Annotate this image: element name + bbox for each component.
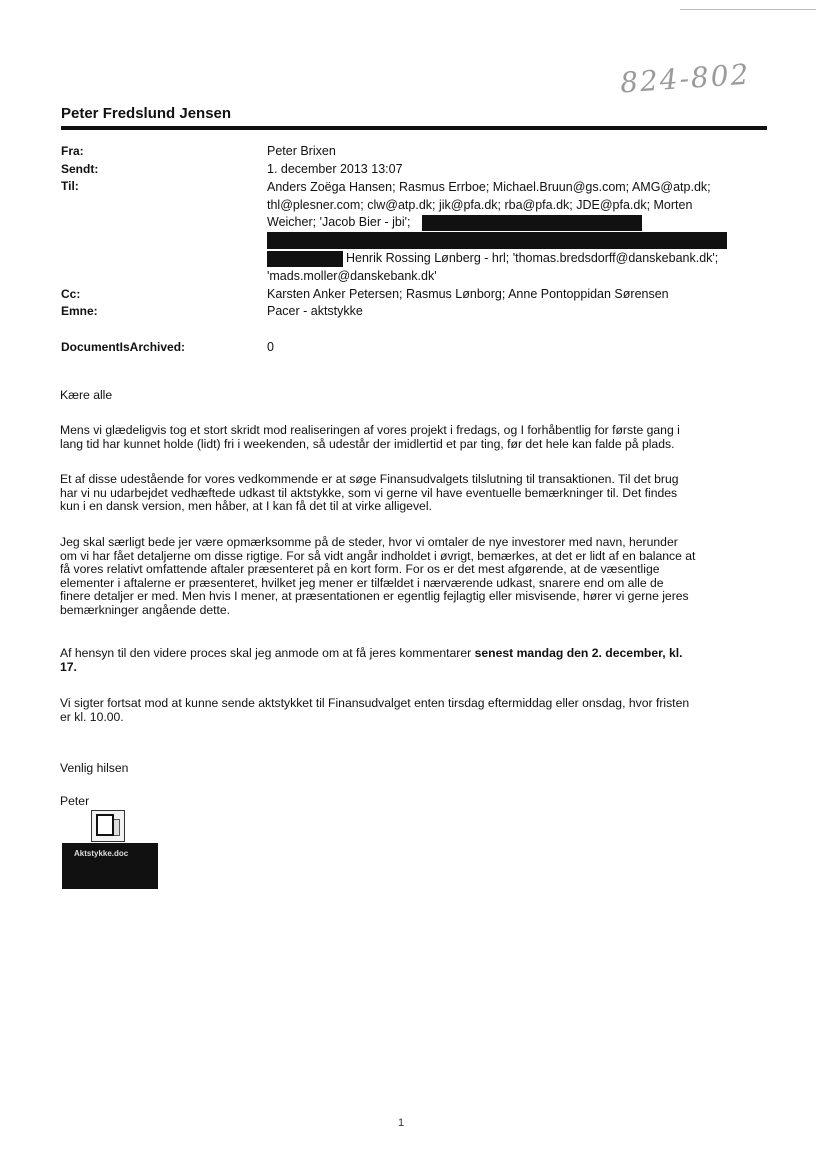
paragraph-4 (60, 647, 765, 674)
redaction-bar (267, 251, 343, 267)
from-value: Peter Brixen (267, 144, 336, 158)
paragraph-line: om vi har fået detaljerne om disse rigtige. For så vidt angår indholdet i øvrigt, bemærkes, at det er lidt af en balance at (60, 548, 696, 563)
cc-value: Karsten Anker Petersen; Rasmus Lønborg; Anne Pontoppidan Sørensen (267, 287, 669, 301)
scan-artifact-line (680, 9, 816, 10)
closing: Venlig hilsen (60, 761, 129, 775)
subject-value: Pacer - aktstykke (267, 304, 363, 318)
sent-value: 1. december 2013 13:07 (267, 162, 403, 176)
page-front-icon (96, 814, 114, 836)
to-line-3: Weicher; 'Jacob Bier - jbi'; (267, 215, 411, 229)
sender-name: Peter Fredslund Jensen (61, 105, 232, 122)
paragraph-text: Af hensyn til den videre proces skal jeg anmode om at få jeres kommentarer (60, 646, 475, 660)
paragraph-line: elementer i aftalerne er præsenteret, hvilket jeg mener er tilfældet i nærværende udkast, snarere end om alle de (60, 575, 664, 590)
archived-label: DocumentIsArchived: (61, 340, 186, 354)
handwritten-note: 824-802 (619, 57, 752, 100)
paragraph-2 (60, 473, 765, 514)
deadline-text: senest mandag den 2. december, kl. (474, 646, 683, 660)
to-line-1: Anders Zoëga Hansen; Rasmus Errboe; Michael.Bruun@gs.com; AMG@atp.dk; (267, 180, 711, 194)
to-line-6: 'mads.moller@danskebank.dk' (267, 269, 437, 283)
page-number: 1 (398, 1117, 405, 1129)
paragraph-line: lang tid har kunnet holde (lidt) fri i weekenden, så udestår der imidlertid et par ting, før det hele kan falde på plads. (60, 436, 675, 451)
attachment-label: Aktstykke.doc (74, 849, 129, 858)
paragraph-1 (60, 424, 765, 451)
archived-value: 0 (267, 340, 274, 354)
header-divider (61, 126, 767, 130)
from-label: Fra: (61, 144, 84, 158)
paragraph-line: Jeg skal særligt bede jer være opmærksomme på de steder, hvor vi omtaler de nye investorer med navn, herunder (60, 535, 678, 549)
redaction-bar (267, 232, 727, 249)
paragraph-line: få vores relativt omfattende aftaler præsenteret på en kort form. For os er det mest afgørende, at de væsentlige (60, 562, 660, 576)
deadline-text: 17. (60, 659, 77, 674)
paragraph-3 (60, 536, 765, 617)
paragraph-line: er kl. 10.00. (60, 709, 124, 724)
sent-label: Sendt: (61, 162, 99, 176)
greeting: Kære alle (60, 388, 113, 402)
redaction-bar (422, 215, 642, 231)
subject-label: Emne: (61, 304, 98, 318)
attachment-label-box[interactable] (62, 843, 158, 889)
to-label: Til: (61, 179, 79, 193)
paragraph-line: Vi sigter fortsat mod at kunne sende aktstykket til Finansudvalget enten tirsdag eftermiddag eller onsdag, hvor fristen (60, 696, 690, 710)
signature: Peter (60, 794, 90, 808)
paragraph-line: Mens vi glædeligvis tog et stort skridt mod realiseringen af vores projekt i fredags, og I forhåbentlig for første gang i (60, 423, 680, 437)
paragraph-line: bemærkninger angående dette. (60, 602, 231, 617)
to-line-2: thl@plesner.com; clw@atp.dk; jik@pfa.dk; rba@pfa.dk; JDE@pfa.dk; Morten (267, 198, 693, 212)
paragraph-5 (60, 697, 765, 724)
paragraph-line: har vi nu udarbejdet vedhæftede udkast til aktstykke, som vi gerne vil have eventuelle bemærkninger til. Det findes (60, 485, 678, 500)
paragraph-line: finere detaljer er med. Men hvis I mener, at præsentationen er egentlig fejlagtig eller misvisende, hører vi gerne jeres (60, 589, 689, 603)
paragraph-line: Et af disse udestående for vores vedkommende er at søge Finansudvalgets tilslutning til transaktionen. Til det brug (60, 472, 679, 486)
word-document-icon[interactable] (91, 810, 125, 842)
cc-label: Cc: (61, 287, 81, 301)
paragraph-line: kun i en dansk version, men håber, at I kan få det til at virke alligevel. (60, 499, 432, 513)
to-line-5: Henrik Rossing Lønberg - hrl; 'thomas.bredsdorff@danskebank.dk'; (346, 251, 719, 265)
